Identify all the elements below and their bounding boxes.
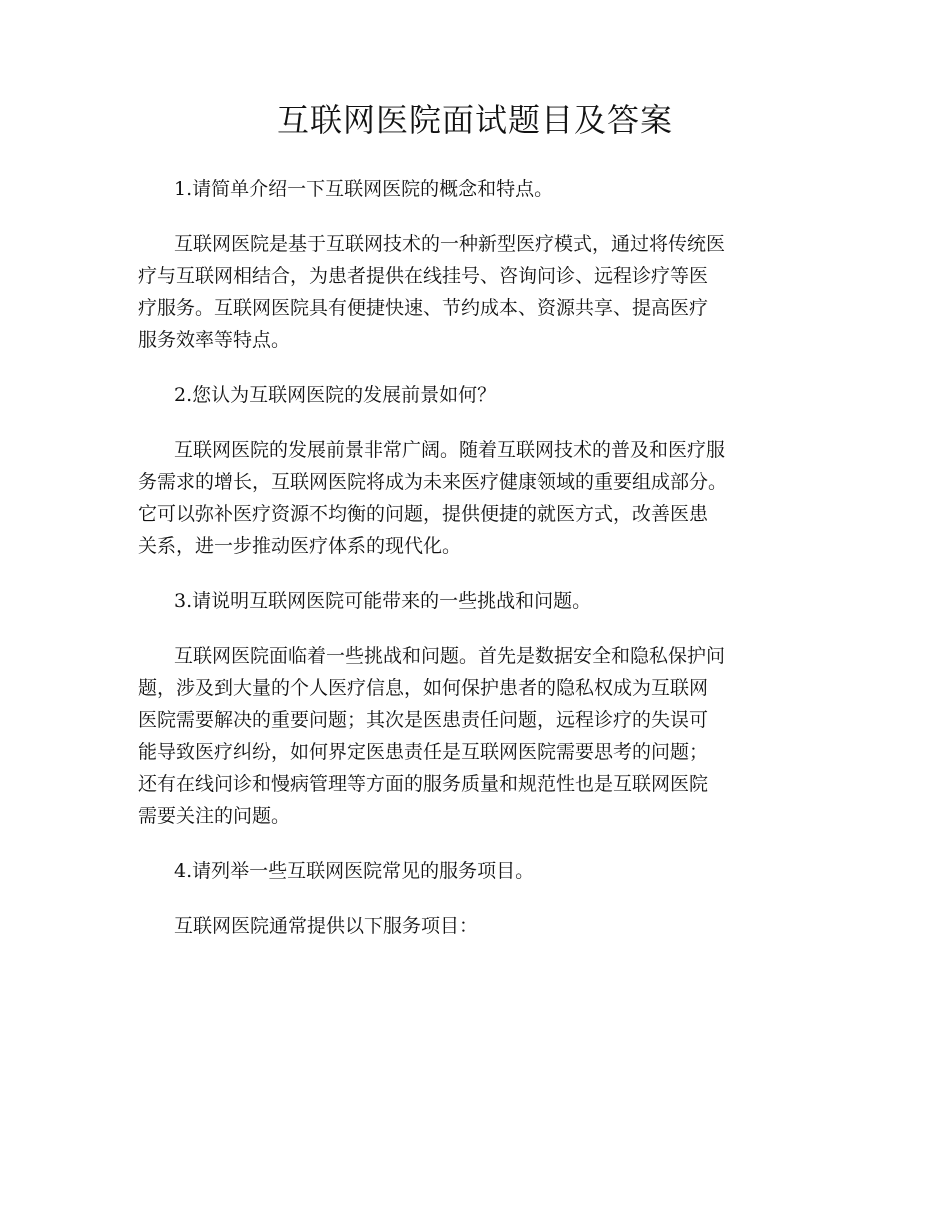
- question-4: 4.请列举一些互联网医院常见的服务项目。: [174, 860, 535, 882]
- answer-line: 互联网医院通常提供以下服务项目：: [174, 915, 479, 937]
- answer-line: 服务效率等特点。: [138, 329, 291, 351]
- answer-line: 题，涉及到大量的个人医疗信息，如何保护患者的隐私权成为互联网: [138, 677, 709, 699]
- document-title: 互联网医院面试题目及答案: [276, 101, 673, 139]
- answer-line: 需要关注的问题。: [138, 805, 291, 827]
- answer-line: 务需求的增长，互联网医院将成为未来医疗健康领域的重要组成部分。: [138, 471, 728, 493]
- answer-line: 能导致医疗纠纷，如何界定医患责任是互联网医院需要思考的问题；: [138, 741, 709, 763]
- answer-line: 疗与互联网相结合，为患者提供在线挂号、咨询问诊、远程诊疗等医: [138, 265, 709, 287]
- answer-line: 互联网医院面临着一些挑战和问题。首先是数据安全和隐私保护问: [174, 645, 726, 667]
- question-1: 1.请简单介绍一下互联网医院的概念和特点。: [174, 178, 554, 200]
- question-2: 2.您认为互联网医院的发展前景如何？: [174, 384, 497, 406]
- question-3: 3.请说明互联网医院可能带来的一些挑战和问题。: [174, 590, 592, 612]
- answer-3: [138, 640, 838, 832]
- document-body: [138, 168, 838, 960]
- answer-4: [138, 910, 838, 942]
- answer-1: [138, 228, 838, 356]
- answer-line: 互联网医院是基于互联网技术的一种新型医疗模式，通过将传统医: [174, 233, 726, 255]
- answer-line: 互联网医院的发展前景非常广阔。随着互联网技术的普及和医疗服: [174, 439, 726, 461]
- answer-2: [138, 434, 838, 562]
- answer-line: 它可以弥补医疗资源不均衡的问题，提供便捷的就医方式，改善医患: [138, 503, 709, 525]
- answer-line: 疗服务。互联网医院具有便捷快速、节约成本、资源共享、提高医疗: [138, 297, 709, 319]
- answer-line: 关系，进一步推动医疗体系的现代化。: [138, 535, 462, 557]
- answer-line: 还有在线问诊和慢病管理等方面的服务质量和规范性也是互联网医院: [138, 773, 709, 795]
- answer-line: 医院需要解决的重要问题；其次是医患责任问题，远程诊疗的失误可: [138, 709, 709, 731]
